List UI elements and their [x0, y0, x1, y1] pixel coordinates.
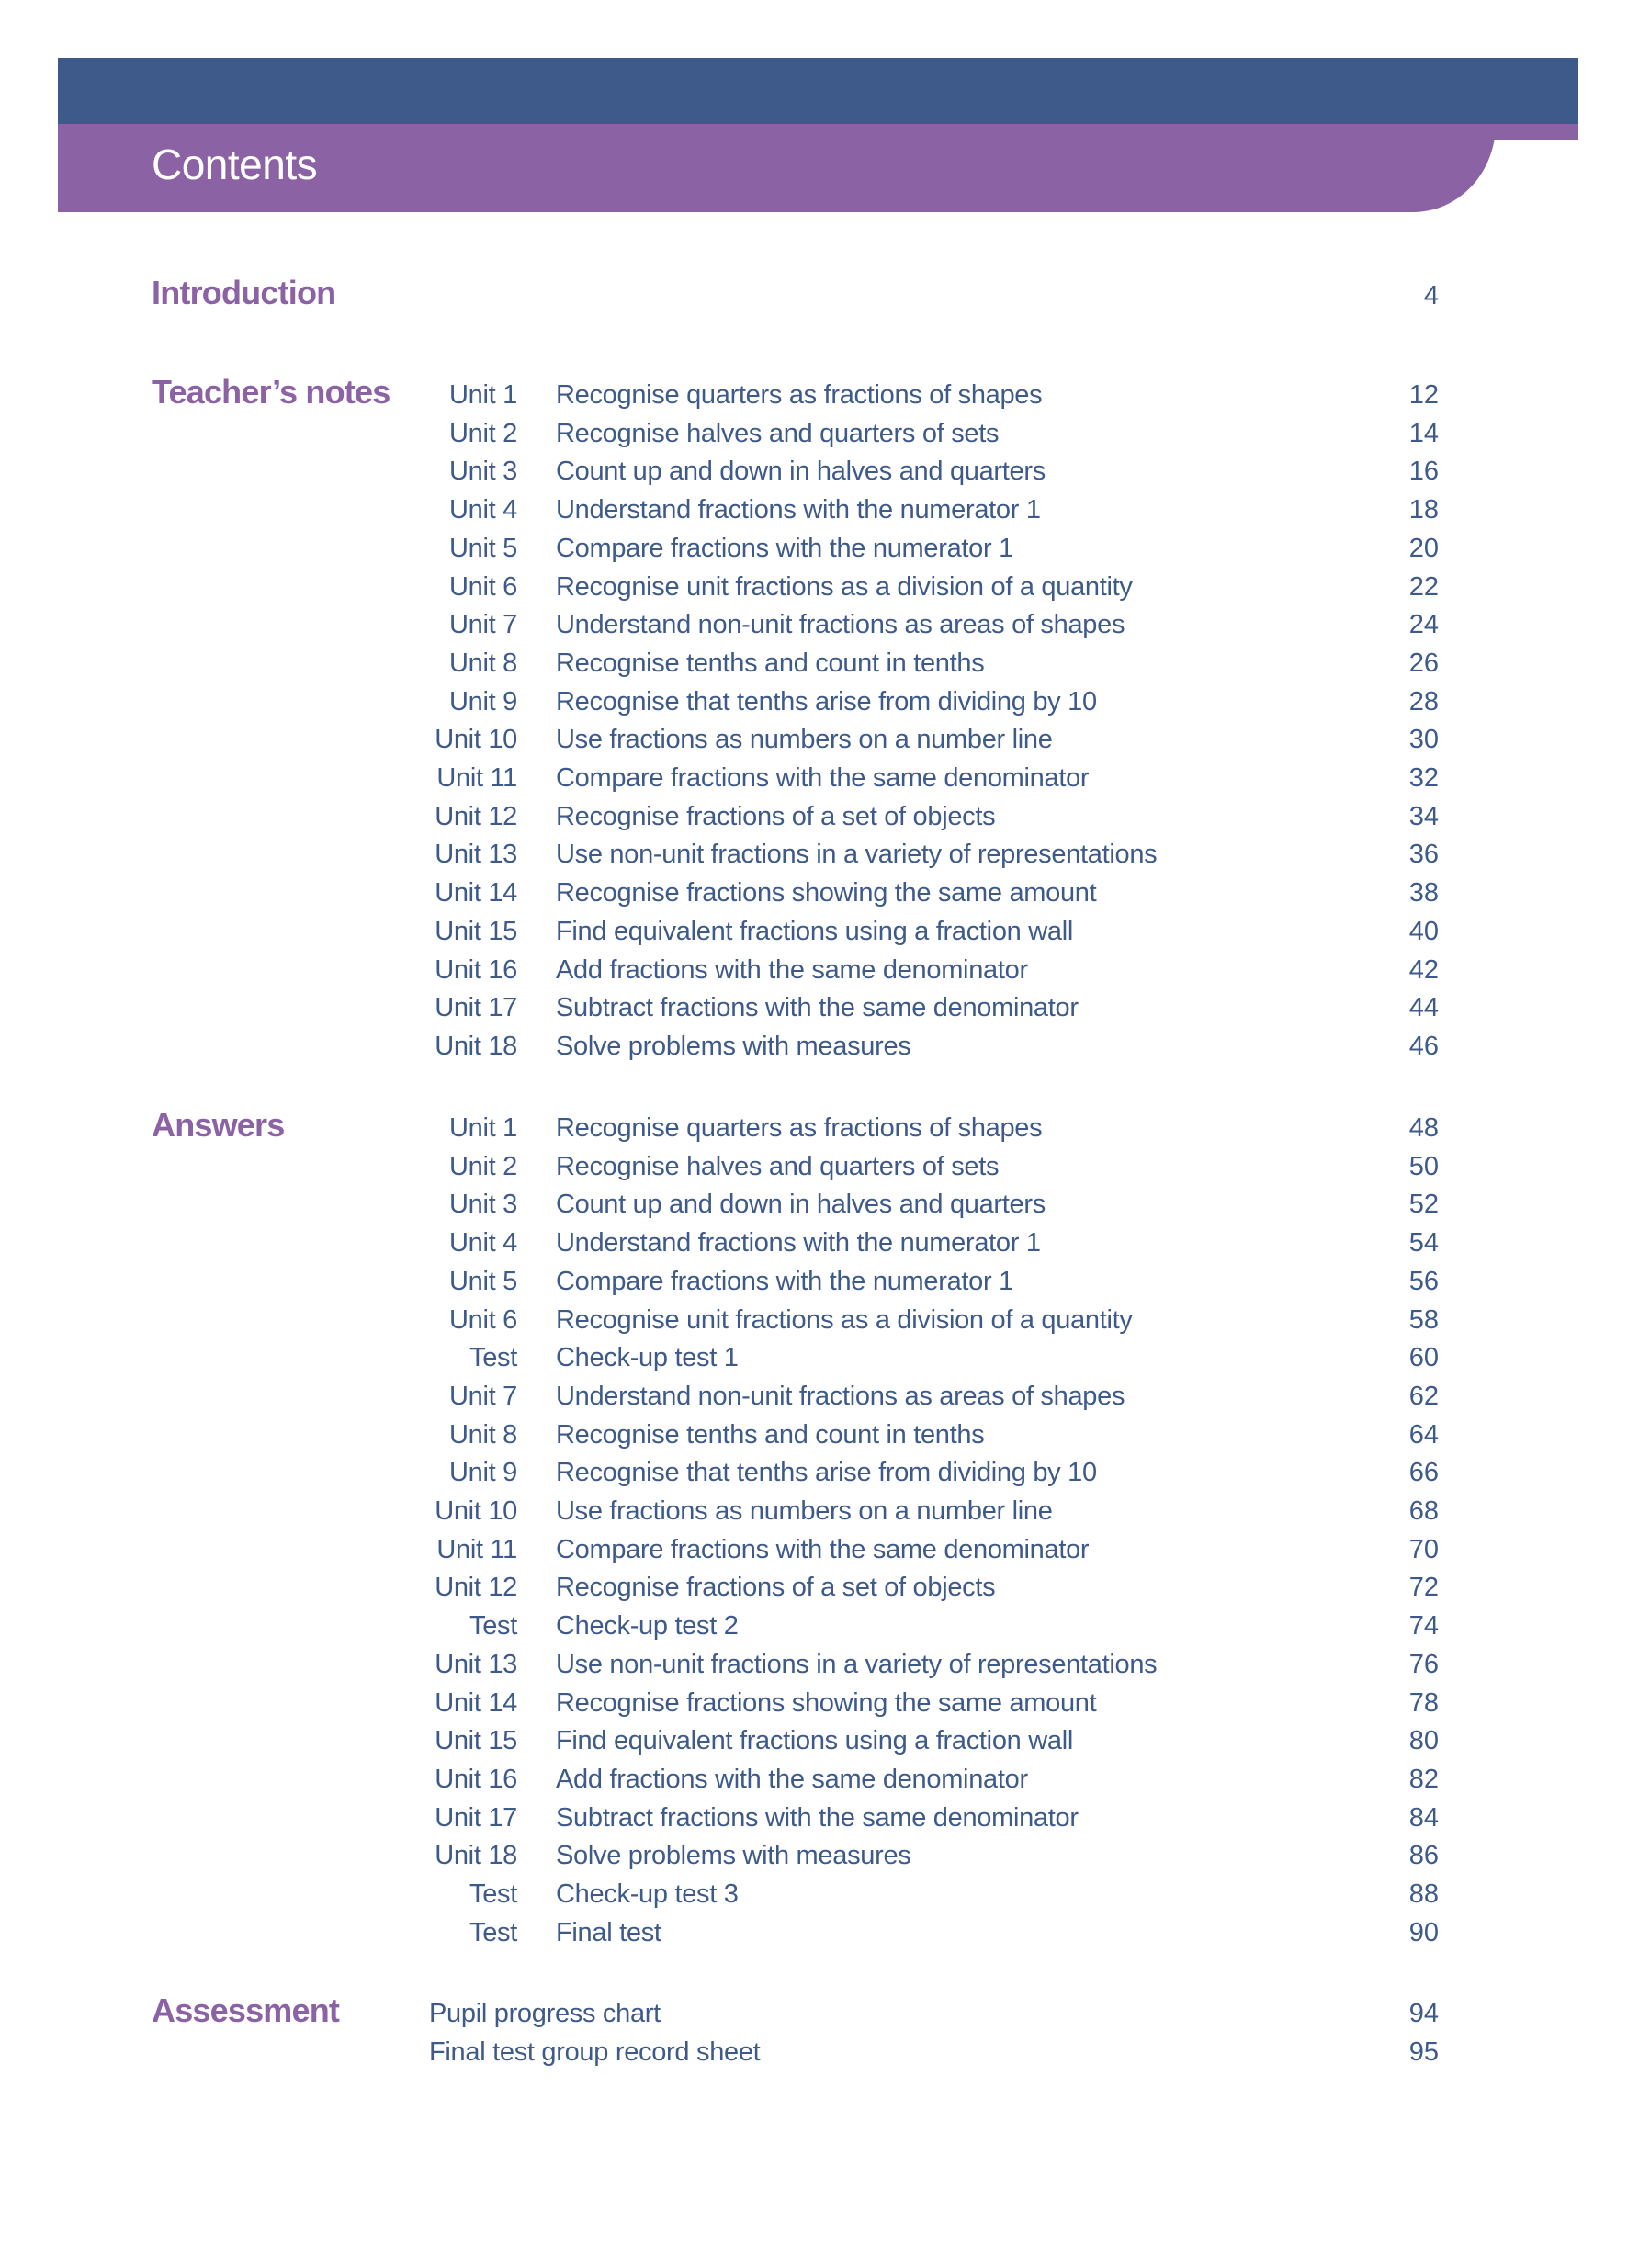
- entry-title: Recognise unit fractions as a division of a quantity: [556, 571, 1133, 602]
- unit-label: Unit 10: [435, 1496, 517, 1526]
- unit-label: Unit 3: [449, 1190, 517, 1220]
- toc-entry-introduction[interactable]: [0, 281, 1639, 320]
- entry-title: Final test: [556, 1917, 661, 1947]
- entry-title: Understand fractions with the numerator 1: [556, 495, 1041, 525]
- toc-entry[interactable]: [0, 1999, 1639, 2037]
- toc-entry[interactable]: [0, 1535, 1639, 1574]
- page-number: 18: [1408, 495, 1439, 525]
- toc-entry[interactable]: [0, 1573, 1639, 1611]
- entry-title: Compare fractions with the numerator 1: [556, 533, 1013, 563]
- unit-label: Unit 11: [436, 763, 517, 793]
- section-heading-teachers-notes: Teacher’s notes: [152, 373, 390, 411]
- entry-title: Recognise tenths and count in tenths: [556, 1419, 985, 1450]
- entry-title: Check-up test 2: [556, 1611, 739, 1642]
- page-number: 54: [1408, 1228, 1439, 1258]
- toc-entry[interactable]: [0, 572, 1639, 611]
- unit-label: Unit 4: [449, 495, 517, 525]
- toc-entry[interactable]: [0, 1343, 1639, 1382]
- entry-title: Check-up test 1: [556, 1343, 739, 1373]
- unit-label: Unit 1: [449, 1113, 517, 1143]
- entry-title: Recognise quarters as fractions of shapes: [556, 1113, 1043, 1143]
- entry-title: Recognise halves and quarters of sets: [556, 418, 1000, 448]
- page-number: 28: [1408, 686, 1439, 717]
- page-number: 44: [1408, 993, 1439, 1023]
- entry-title: Use fractions as numbers on a number line: [556, 725, 1053, 755]
- entry-title: Use non-unit fractions in a variety of representations: [556, 840, 1158, 870]
- entry-title: Solve problems with measures: [556, 1841, 911, 1871]
- page-number: 34: [1408, 801, 1439, 831]
- unit-label: Unit 7: [449, 610, 517, 640]
- toc-entry[interactable]: [0, 1726, 1639, 1765]
- entry-title: Find equivalent fractions using a fraction wall: [556, 916, 1073, 946]
- unit-label: Unit 17: [435, 993, 517, 1023]
- entry-title: Use fractions as numbers on a number line: [556, 1496, 1053, 1526]
- entry-title: Add fractions with the same denominator: [556, 954, 1028, 985]
- section-heading-introduction: Introduction: [152, 274, 336, 311]
- toc-entry[interactable]: [0, 1458, 1639, 1496]
- entry-title: Recognise fractions of a set of objects: [556, 1573, 996, 1603]
- toc-entry[interactable]: [0, 534, 1639, 572]
- page-number: 40: [1408, 916, 1439, 946]
- unit-label: Unit 7: [449, 1381, 517, 1411]
- entry-title: Solve problems with measures: [556, 1031, 911, 1061]
- unit-label: Unit 2: [449, 1151, 517, 1181]
- entry-title: Recognise fractions showing the same amount: [556, 878, 1097, 908]
- unit-label: Unit 6: [449, 1304, 517, 1335]
- page-number: 95: [1408, 2037, 1439, 2067]
- unit-label: Unit 9: [449, 686, 517, 717]
- toc-entry[interactable]: [0, 878, 1639, 917]
- page-number: 38: [1408, 878, 1439, 908]
- page-number: 72: [1408, 1573, 1439, 1603]
- entry-title: Understand non-unit fractions as areas of shapes: [556, 610, 1125, 640]
- entry-title: Subtract fractions with the same denominator: [556, 1802, 1079, 1833]
- toc-entry[interactable]: [0, 1650, 1639, 1688]
- toc-entry[interactable]: [0, 2037, 1639, 2076]
- page-number: 74: [1408, 1611, 1439, 1642]
- entry-title: Add fractions with the same denominator: [556, 1764, 1028, 1794]
- unit-label: Unit 14: [435, 1687, 517, 1718]
- section-heading-answers: Answers: [152, 1106, 285, 1144]
- toc-entry[interactable]: [0, 1190, 1639, 1228]
- toc-entry[interactable]: [0, 1267, 1639, 1305]
- toc-entry[interactable]: [0, 1803, 1639, 1842]
- unit-label: Unit 18: [435, 1031, 517, 1061]
- entry-title: Recognise that tenths arise from dividing by 10: [556, 1458, 1097, 1488]
- unit-label: Unit 4: [449, 1228, 517, 1258]
- toc-entry[interactable]: [0, 1688, 1639, 1727]
- page-number: 26: [1408, 648, 1439, 678]
- entry-title: Count up and down in halves and quarters: [556, 1190, 1046, 1220]
- page-number: 48: [1408, 1113, 1439, 1143]
- page-number: 86: [1408, 1841, 1439, 1871]
- page-number: 32: [1408, 763, 1439, 793]
- page-number: 88: [1408, 1879, 1439, 1909]
- unit-label: Unit 8: [449, 648, 517, 678]
- unit-label: Test: [469, 1611, 517, 1642]
- unit-label: Unit 15: [435, 1726, 517, 1756]
- unit-label: Unit 11: [436, 1534, 517, 1564]
- page-number: 62: [1408, 1381, 1439, 1411]
- toc-entry[interactable]: [0, 1879, 1639, 1918]
- page-number: 20: [1408, 533, 1439, 563]
- toc-entry[interactable]: [0, 1765, 1639, 1803]
- toc-entry[interactable]: [0, 1496, 1639, 1535]
- page-number: 82: [1408, 1764, 1439, 1794]
- unit-label: Unit 13: [435, 840, 517, 870]
- page-number: 64: [1408, 1419, 1439, 1450]
- toc-entry[interactable]: [0, 610, 1639, 649]
- entry-title: Compare fractions with the same denominator: [556, 1534, 1090, 1564]
- toc-entry[interactable]: [0, 763, 1639, 802]
- entry-title: Count up and down in halves and quarters: [556, 457, 1046, 487]
- unit-label: Unit 5: [449, 1266, 517, 1296]
- page-number: 94: [1408, 1999, 1439, 2028]
- entry-title: Use non-unit fractions in a variety of representations: [556, 1649, 1158, 1679]
- toc-entry[interactable]: [0, 1918, 1639, 1957]
- toc-entry[interactable]: [0, 495, 1639, 534]
- unit-label: Unit 16: [435, 954, 517, 985]
- toc-entry[interactable]: [0, 955, 1639, 994]
- toc-entry[interactable]: [0, 649, 1639, 687]
- unit-label: Test: [469, 1917, 517, 1947]
- unit-label: Unit 1: [449, 380, 517, 410]
- entry-title: Recognise halves and quarters of sets: [556, 1151, 1000, 1181]
- toc-entry[interactable]: [0, 1420, 1639, 1459]
- page-number: 4: [1423, 281, 1439, 310]
- unit-label: Unit 16: [435, 1764, 517, 1794]
- toc-entry[interactable]: [0, 419, 1639, 457]
- entry-title: Recognise unit fractions as a division of a quantity: [556, 1304, 1133, 1335]
- page-number: 30: [1408, 725, 1439, 755]
- entry-title: Final test group record sheet: [429, 2037, 761, 2067]
- page-number: 42: [1408, 954, 1439, 985]
- unit-label: Unit 17: [435, 1802, 517, 1833]
- page-number: 78: [1408, 1687, 1439, 1718]
- header-band-blue: [58, 58, 1578, 124]
- page-number: 80: [1408, 1726, 1439, 1756]
- entry-title: Find equivalent fractions using a fraction wall: [556, 1726, 1073, 1756]
- toc-entry[interactable]: [0, 993, 1639, 1032]
- page-number: 50: [1408, 1151, 1439, 1181]
- toc-entry[interactable]: [0, 1382, 1639, 1420]
- page-number: 56: [1408, 1266, 1439, 1296]
- entry-title: Compare fractions with the same denominator: [556, 763, 1090, 793]
- page-number: 76: [1408, 1649, 1439, 1679]
- page-number: 70: [1408, 1534, 1439, 1564]
- entry-title: Understand fractions with the numerator 1: [556, 1228, 1041, 1258]
- unit-label: Unit 3: [449, 457, 517, 487]
- toc-entry[interactable]: [0, 1305, 1639, 1344]
- entry-title: Subtract fractions with the same denominator: [556, 993, 1079, 1023]
- page-number: 84: [1408, 1802, 1439, 1833]
- toc-entry[interactable]: [0, 917, 1639, 955]
- toc-entry[interactable]: [0, 1841, 1639, 1879]
- toc-entry[interactable]: [0, 840, 1639, 878]
- page-number: 16: [1408, 457, 1439, 487]
- entry-title: Recognise fractions of a set of objects: [556, 801, 996, 831]
- unit-label: Test: [469, 1879, 517, 1909]
- entry-title: Recognise tenths and count in tenths: [556, 648, 985, 678]
- page-number: 36: [1408, 840, 1439, 870]
- toc-entry[interactable]: [0, 725, 1639, 763]
- page-number: 90: [1408, 1917, 1439, 1947]
- entry-title: Understand non-unit fractions as areas of shapes: [556, 1381, 1125, 1411]
- page-number: 66: [1408, 1458, 1439, 1488]
- toc-entry[interactable]: [0, 1152, 1639, 1190]
- toc-entry[interactable]: [0, 457, 1639, 495]
- page-number: 60: [1408, 1343, 1439, 1373]
- page-number: 52: [1408, 1190, 1439, 1220]
- page-title: Contents: [152, 141, 318, 188]
- page-number: 46: [1408, 1031, 1439, 1061]
- unit-label: Unit 18: [435, 1841, 517, 1871]
- page-number: 58: [1408, 1304, 1439, 1335]
- unit-label: Unit 10: [435, 725, 517, 755]
- unit-label: Unit 8: [449, 1419, 517, 1450]
- entry-title: Pupil progress chart: [429, 1999, 661, 2028]
- page-number: 12: [1408, 380, 1439, 410]
- unit-label: Unit 2: [449, 418, 517, 448]
- entry-title: Recognise quarters as fractions of shapes: [556, 380, 1043, 410]
- section-heading-assessment: Assessment: [152, 1992, 340, 2029]
- entry-title: Check-up test 3: [556, 1879, 739, 1909]
- unit-label: Test: [469, 1343, 517, 1373]
- unit-label: Unit 14: [435, 878, 517, 908]
- toc-entry[interactable]: [0, 687, 1639, 726]
- unit-label: Unit 12: [435, 1573, 517, 1603]
- toc-entry[interactable]: [0, 1228, 1639, 1267]
- unit-label: Unit 12: [435, 801, 517, 831]
- unit-label: Unit 13: [435, 1649, 517, 1679]
- page-number: 14: [1408, 418, 1439, 448]
- entry-title: Recognise that tenths arise from dividing by 10: [556, 686, 1097, 717]
- toc-entry[interactable]: [0, 802, 1639, 841]
- unit-label: Unit 5: [449, 533, 517, 563]
- entry-title: Compare fractions with the numerator 1: [556, 1266, 1013, 1296]
- toc-entry[interactable]: [0, 380, 1639, 419]
- page-number: 24: [1408, 610, 1439, 640]
- toc-entry[interactable]: [0, 1113, 1639, 1152]
- unit-label: Unit 6: [449, 571, 517, 602]
- toc-entry[interactable]: [0, 1032, 1639, 1070]
- toc-entry[interactable]: [0, 1611, 1639, 1650]
- unit-label: Unit 9: [449, 1458, 517, 1488]
- page-number: 22: [1408, 571, 1439, 602]
- unit-label: Unit 15: [435, 916, 517, 946]
- page-number: 68: [1408, 1496, 1439, 1526]
- entry-title: Recognise fractions showing the same amount: [556, 1687, 1097, 1718]
